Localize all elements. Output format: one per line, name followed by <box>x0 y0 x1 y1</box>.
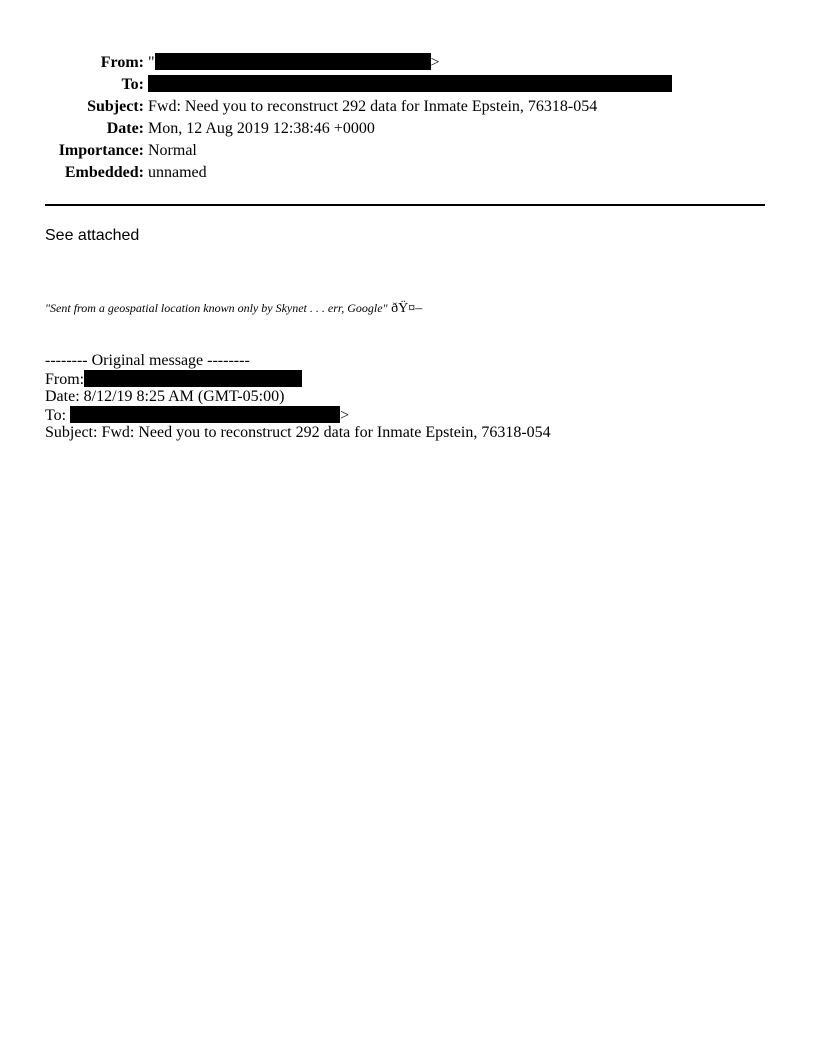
to-label: To: <box>121 76 144 93</box>
header-row-embedded <box>0 162 816 184</box>
original-subject: Subject: Fwd: Need you to reconstruct 292 data for Inmate Epstein, 76318-054 <box>45 424 551 441</box>
importance-label: Importance: <box>58 142 144 159</box>
header-row-date <box>0 118 816 140</box>
original-from-redaction <box>84 370 302 387</box>
from-redaction <box>155 53 431 70</box>
from-suffix: > <box>430 54 440 71</box>
from-label: From: <box>100 54 144 71</box>
embedded-value: unnamed <box>148 164 207 181</box>
from-value <box>148 52 440 74</box>
header-divider <box>45 204 765 206</box>
message-body: See attached <box>45 227 140 244</box>
signature-line <box>45 299 422 318</box>
from-prefix: " <box>148 54 155 71</box>
original-message <box>45 352 551 442</box>
header-row-importance <box>0 140 816 162</box>
subject-label: Subject: <box>87 98 144 115</box>
original-to <box>45 406 551 424</box>
original-date: Date: 8/12/19 8:25 AM (GMT-05:00) <box>45 388 285 405</box>
date-value: Mon, 12 Aug 2019 12:38:46 +0000 <box>148 120 375 137</box>
email-header <box>0 52 816 184</box>
header-row-to <box>0 74 816 96</box>
original-to-suffix: > <box>340 407 350 424</box>
original-from <box>45 370 551 388</box>
original-to-label: To: <box>45 407 71 424</box>
header-row-from <box>0 52 816 74</box>
original-to-redaction <box>70 406 340 423</box>
embedded-label: Embedded: <box>64 164 144 181</box>
header-row-subject <box>0 96 816 118</box>
original-separator: -------- Original message -------- <box>45 352 250 369</box>
date-label: Date: <box>106 120 144 137</box>
importance-value: Normal <box>148 142 197 159</box>
original-from-label: From: <box>45 371 85 388</box>
to-redaction <box>148 75 672 92</box>
signature-quote: "Sent from a geospatial location known only by Skynet . . . err, Google" <box>45 301 388 315</box>
signature-glyphs: ðŸ¤– <box>387 301 423 316</box>
subject-value: Fwd: Need you to reconstruct 292 data for Inmate Epstein, 76318-054 <box>148 98 598 115</box>
to-value <box>148 74 672 96</box>
